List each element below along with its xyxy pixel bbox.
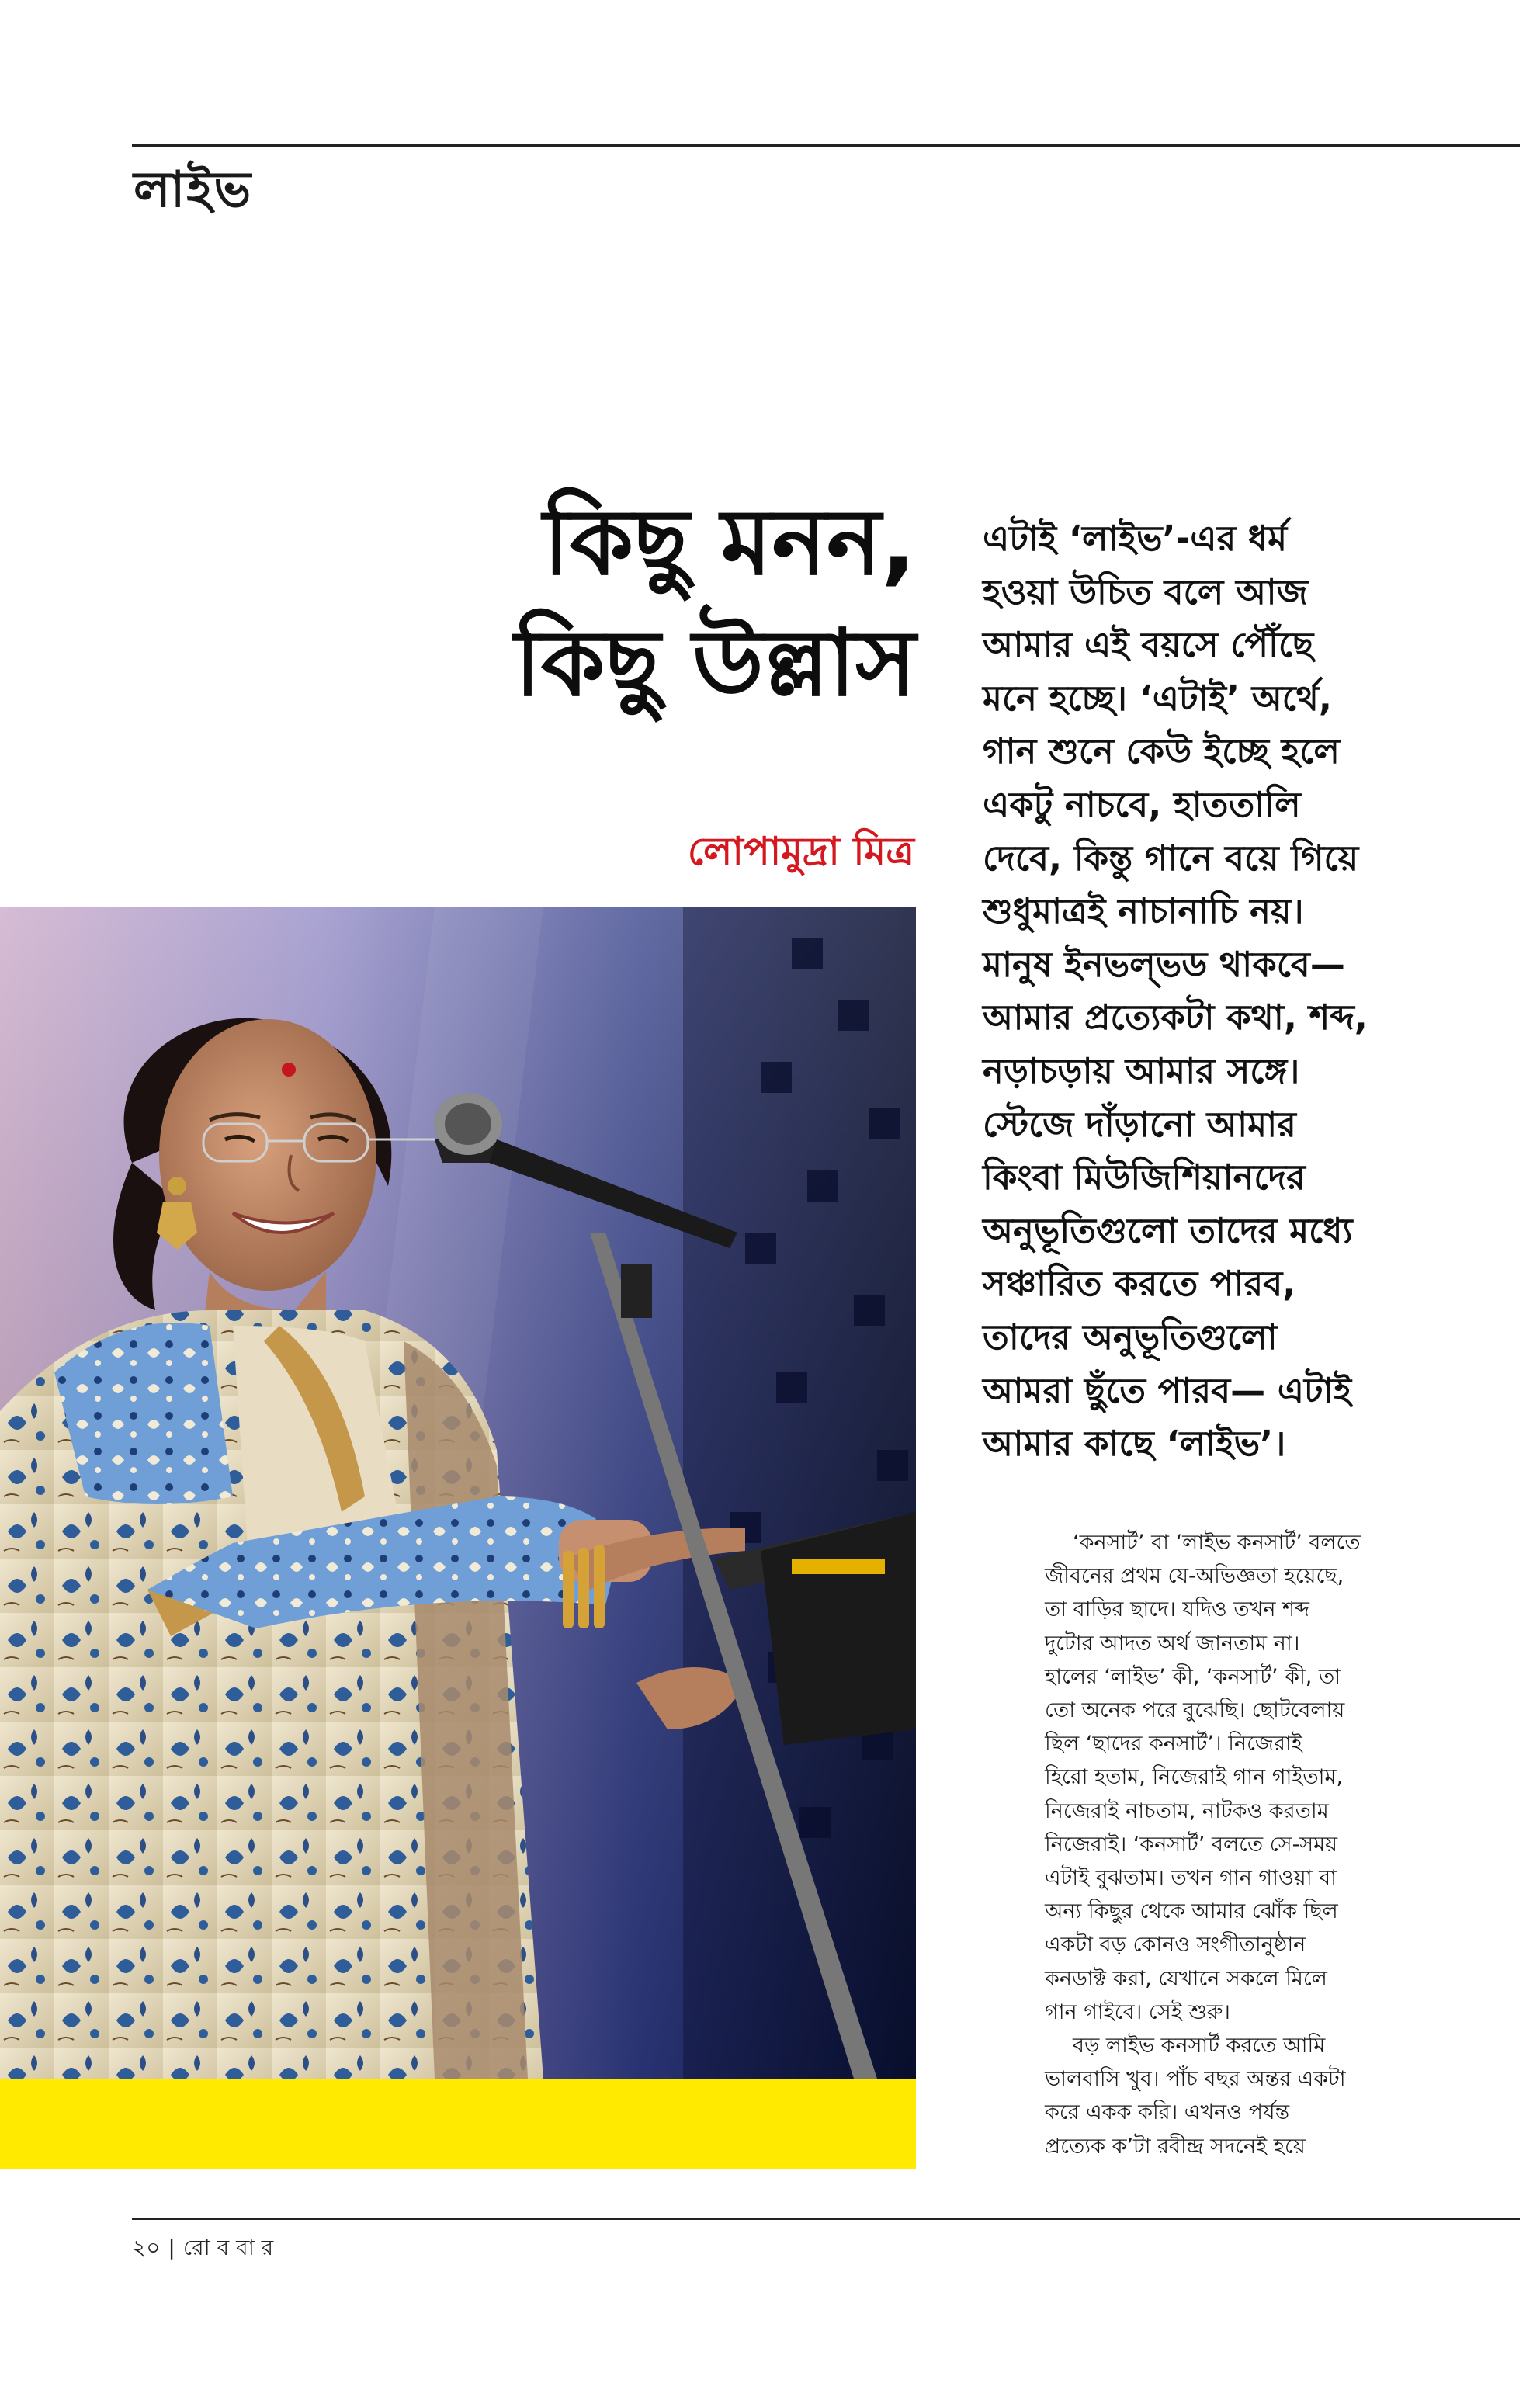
intro-line: আমার কাছে ‘লাইভ’। [983,1423,1286,1465]
bottom-rule [132,2218,1520,2220]
intro-line: হওয়া উচিত বলে আজ [983,571,1308,612]
intro-line: নড়াচড়ায় আমার সঙ্গে। [983,1049,1300,1091]
intro-line: মনে হচ্ছে। ‘এটাই’ অর্থে, [983,677,1333,719]
body-line: করে একক করি। এখনও পর্যন্ত [1045,2100,1290,2125]
body-line: নিজেরাই। ‘কনসার্ট’ বলতে সে-সময় [1045,1832,1338,1857]
intro-line: আমরা ছুঁতে পারব— এটাই [983,1369,1351,1411]
intro-line: মানুষ ইনভল্‌ভড থাকবে— [983,943,1345,985]
intro-line: শুধুমাত্রই নাচানাচি নয়। [983,890,1304,932]
body-line: বড় লাইভ কনসার্ট করতে আমি [1073,2034,1326,2058]
body-line: অন্য কিছুর থেকে আমার ঝোঁক ছিল [1045,1899,1338,1924]
body-text [1045,1526,1479,2163]
intro-line: সঞ্চারিত করতে পারব, [983,1263,1296,1305]
intro-line: কিংবা মিউজিশিয়ানদের [983,1157,1306,1198]
top-rule [132,144,1520,147]
singer-photo [0,907,916,2079]
body-line: জীবনের প্রথম যে-অভিজ্ঞতা হয়েছে, [1045,1564,1344,1589]
body-line: একটা বড় কোনও সংগীতানুষ্ঠান [1045,1933,1306,1958]
intro-line: স্টেজে দাঁড়ানো আমার [983,1103,1296,1145]
body-line: প্রত্যেক ক’টা রবীন্দ্র সদনেই হয়ে [1045,2134,1306,2159]
intro-line: অনুভূতিগুলো তাদের মধ্যে [983,1209,1353,1251]
body-line: তো অনেক পরে বুঝেছি। ছোটবেলায় [1045,1698,1345,1723]
body-line: ‘কনসার্ট’ বা ‘লাইভ কনসার্ট’ বলতে [1073,1531,1361,1555]
intro-line: আমার এই বয়সে পৌঁছে [983,624,1314,666]
body-line: তা বাড়ির ছাদে। যদিও তখন শব্দ [1045,1597,1309,1622]
body-line: ভালবাসি খুব। পাঁচ বছর অন্তর একটা [1045,2067,1346,2092]
section-label: লাইভ [134,161,253,219]
page-footer [132,2231,273,2267]
intro-line: একটু নাচবে, হাততালি [983,783,1301,825]
intro-text [983,512,1511,1471]
headline-line-2: কিছু উল্লাস [515,609,916,716]
headline [373,481,916,723]
body-line: হিরো হতাম, নিজেরাই গান গাইতাম, [1045,1765,1344,1790]
body-line: গান গাইবে। সেই শুরু। [1045,1999,1230,2024]
body-line: ছিল ‘ছাদের কনসার্ট’। নিজেরাই [1045,1732,1302,1757]
intro-line: গান শুনে কেউ ইচ্ছে হলে [983,730,1340,772]
headline-line-1: কিছু মনন, [543,488,916,595]
intro-line: আমার প্রত্যেকটা কথা, শব্দ, [983,997,1368,1039]
body-line: হালের ‘লাইভ’ কী, ‘কনসার্ট’ কী, তা [1045,1664,1341,1689]
body-line: নিজেরাই নাচতাম, নাটকও করতাম [1045,1798,1329,1823]
footer-separator: | [168,2235,175,2260]
body-line: কনডাক্ট করা, যেখানে সকলে মিলে [1045,1966,1327,1991]
intro-line: দেবে, কিন্তু গানে বয়ে গিয়ে [983,837,1359,879]
yellow-band [0,2079,916,2169]
intro-line: এটাই ‘লাইভ’-এর ধর্ম [983,518,1288,559]
page-number: ২০ [132,2235,161,2260]
byline: লোপামুদ্রা মিত্র [687,829,914,874]
body-line: দুটোর আদত অর্থ জানতাম না। [1045,1631,1300,1656]
intro-line: তাদের অনুভূতিগুলো [983,1316,1278,1358]
body-line: এটাই বুঝতাম। তখন গান গাওয়া বা [1045,1866,1337,1891]
magazine-name: রো ব বা র [182,2235,274,2260]
